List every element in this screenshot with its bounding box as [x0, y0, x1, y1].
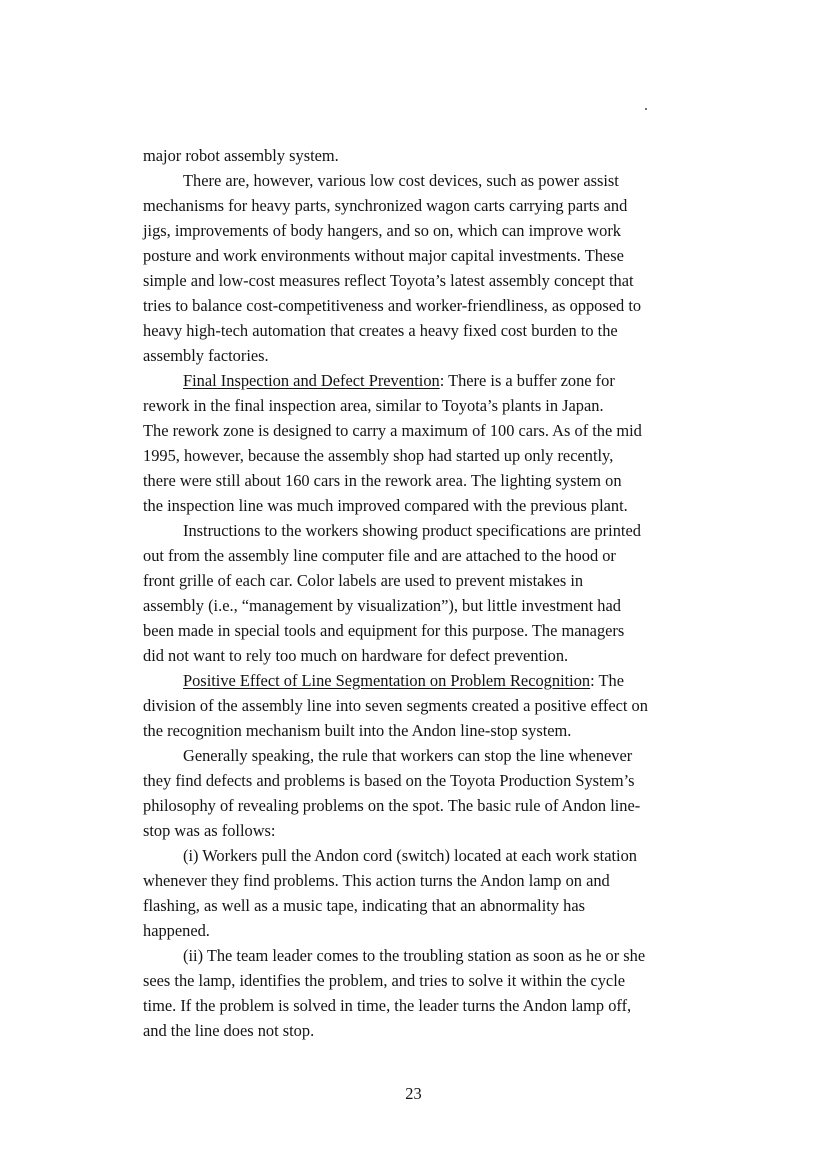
text-line: assembly factories. — [143, 346, 269, 365]
text-line: out from the assembly line computer file and are attached to the hood or — [143, 546, 616, 565]
section-heading-line: Final Inspection and Defect Prevention: There is a buffer zone for — [183, 371, 615, 390]
text-line: Generally speaking, the rule that workers can stop the line whenever — [183, 746, 633, 765]
text-line: assembly (i.e., “management by visualization”), but little investment had — [143, 596, 621, 615]
text-line: philosophy of revealing problems on the spot. The basic rule of Andon line- — [143, 796, 641, 815]
text-line: simple and low-cost measures reflect Toyota’s latest assembly concept that — [143, 271, 634, 290]
section-heading-line: Positive Effect of Line Segmentation on Problem Recognition: The — [183, 671, 624, 690]
text-line: Instructions to the workers showing product specifications are printed — [183, 521, 641, 540]
text-line: been made in special tools and equipment for this purpose. The managers — [143, 621, 625, 640]
page-number: 23 — [405, 1084, 422, 1103]
text-line: and the line does not stop. — [143, 1021, 315, 1040]
text-line: (ii) The team leader comes to the troubling station as soon as he or she — [183, 946, 646, 965]
text-line: There are, however, various low cost devices, such as power assist — [183, 171, 619, 190]
text-line: front grille of each car. Color labels are used to prevent mistakes in — [143, 571, 584, 590]
text-line: they find defects and problems is based on the Toyota Production System’s — [143, 771, 635, 790]
text-line: whenever they find problems. This action turns the Andon lamp on and — [143, 871, 610, 890]
text-line: posture and work environments without major capital investments. These — [143, 246, 624, 265]
speck-mark — [645, 108, 647, 110]
text-line: stop was as follows: — [143, 821, 276, 840]
text-line: 1995, however, because the assembly shop had started up only recently, — [143, 446, 614, 465]
text-line: jigs, improvements of body hangers, and so on, which can improve work — [143, 221, 621, 240]
text-line: sees the lamp, identifies the problem, and tries to solve it within the cycle — [143, 971, 626, 990]
text-line: (i) Workers pull the Andon cord (switch) located at each work station — [183, 846, 637, 865]
text-line: did not want to rely too much on hardware for defect prevention. — [143, 646, 569, 665]
text-line: heavy high-tech automation that creates a heavy fixed cost burden to the — [143, 321, 618, 340]
text-line: tries to balance cost-competitiveness and worker-friendliness, as opposed to — [143, 296, 642, 315]
section-heading: Positive Effect of Line Segmentation on Problem Recognition — [183, 671, 591, 690]
text-line: The rework zone is designed to carry a maximum of 100 cars. As of the mid — [143, 421, 642, 440]
text-line: major robot assembly system. — [143, 146, 339, 165]
text-line: flashing, as well as a music tape, indicating that an abnormality has — [143, 896, 585, 915]
text-line: division of the assembly line into seven segments created a positive effect on — [143, 696, 648, 715]
text-line: rework in the final inspection area, similar to Toyota’s plants in Japan. — [143, 396, 604, 415]
text-line: time. If the problem is solved in time, the leader turns the Andon lamp off, — [143, 996, 632, 1015]
text-line: mechanisms for heavy parts, synchronized wagon carts carrying parts and — [143, 196, 628, 215]
section-heading: Final Inspection and Defect Prevention — [183, 371, 440, 390]
text-line: the recognition mechanism built into the Andon line-stop system. — [143, 721, 572, 740]
text-line: the inspection line was much improved compared with the previous plant. — [143, 496, 628, 515]
text-line: there were still about 160 cars in the rework area. The lighting system on — [143, 471, 622, 490]
text-line: happened. — [143, 921, 210, 940]
